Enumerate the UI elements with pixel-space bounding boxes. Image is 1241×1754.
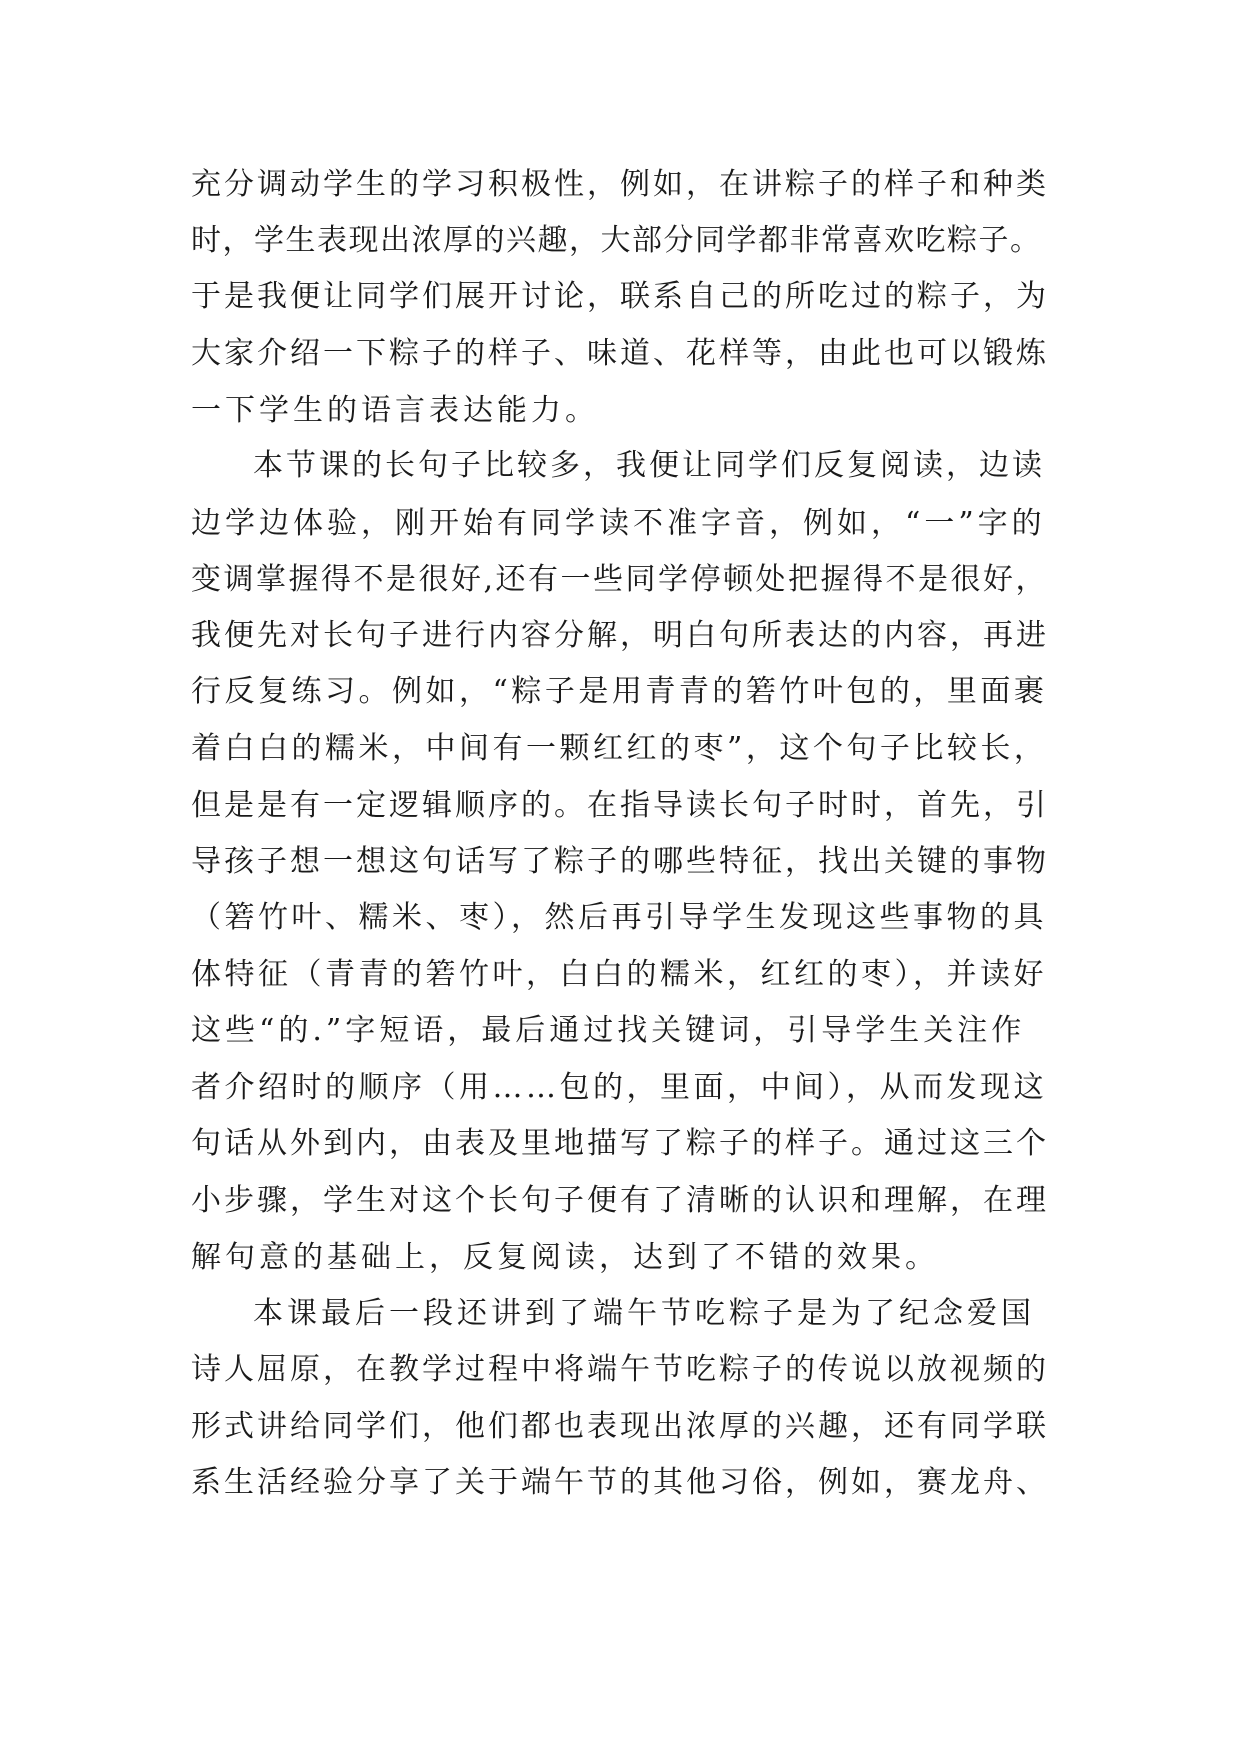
- text-line: 大家介绍一下粽子的样子、味道、花样等，由此也可以锻炼: [191, 336, 1049, 371]
- text-line: 但是是有一定逻辑顺序的。在指导读长句子时时，首先，引: [191, 788, 1049, 823]
- text-line: 这些“的.”字短语，最后通过找关键词，引导学生关注作: [191, 1013, 1026, 1048]
- text-line: 本节课的长句子比较多，我便让同学们反复阅读，边读: [253, 448, 1045, 483]
- text-line: 于是我便让同学们展开讨论，联系自己的所吃过的粽子，为: [191, 279, 1049, 314]
- text-line: 时，学生表现出浓厚的兴趣，大部分同学都非常喜欢吃粽子。: [191, 223, 1042, 258]
- text-line: 边学边体验，刚开始有同学读不准字音，例如，“一”字的: [191, 506, 1046, 541]
- text-line: 导孩子想一想这句话写了粽子的哪些特征，找出关键的事物: [191, 844, 1049, 879]
- text-line: 充分调动学生的学习积极性，例如，在讲粽子的样子和种类: [191, 167, 1049, 202]
- text-line: 诗人屈原，在教学过程中将端午节吃粽子的传说以放视频的: [191, 1352, 1049, 1387]
- text-line: 着白白的糯米，中间有一颗红红的枣”，这个句子比较长，: [191, 731, 1048, 766]
- text-line: 本课最后一段还讲到了端午节吃粽子是为了纪念爱国: [253, 1296, 1035, 1331]
- text-line: 小步骤，学生对这个长句子便有了清晰的认识和理解，在理: [191, 1183, 1049, 1218]
- text-line: 体特征（青青的箬竹叶，白白的糯米，红红的枣），并读好: [191, 957, 1047, 992]
- text-line: 句话从外到内，由表及里地描写了粽子的样子。通过这三个: [191, 1126, 1049, 1161]
- text-line: （箬竹叶、糯米、枣），然后再引导学生发现这些事物的具: [191, 900, 1047, 935]
- text-line: 解句意的基础上，反复阅读，达到了不错的效果。: [191, 1240, 939, 1275]
- text-line: 系生活经验分享了关于端午节的其他习俗，例如，赛龙舟、: [191, 1465, 1049, 1500]
- text-line: 我便先对长句子进行内容分解，明白句所表达的内容，再进: [191, 618, 1049, 653]
- text-line: 一下学生的语言表达能力。: [191, 393, 599, 428]
- text-line: 变调掌握得不是很好,还有一些同学停顿处把握得不是很好，: [191, 562, 1049, 597]
- text-line: 形式讲给同学们，他们都也表现出浓厚的兴趣，还有同学联: [191, 1409, 1049, 1444]
- text-line: 行反复练习。例如，“粽子是用青青的箬竹叶包的，里面裹: [191, 674, 1048, 709]
- text-line: 者介绍时的顺序（用……包的，里面，中间），从而发现这: [191, 1070, 1047, 1105]
